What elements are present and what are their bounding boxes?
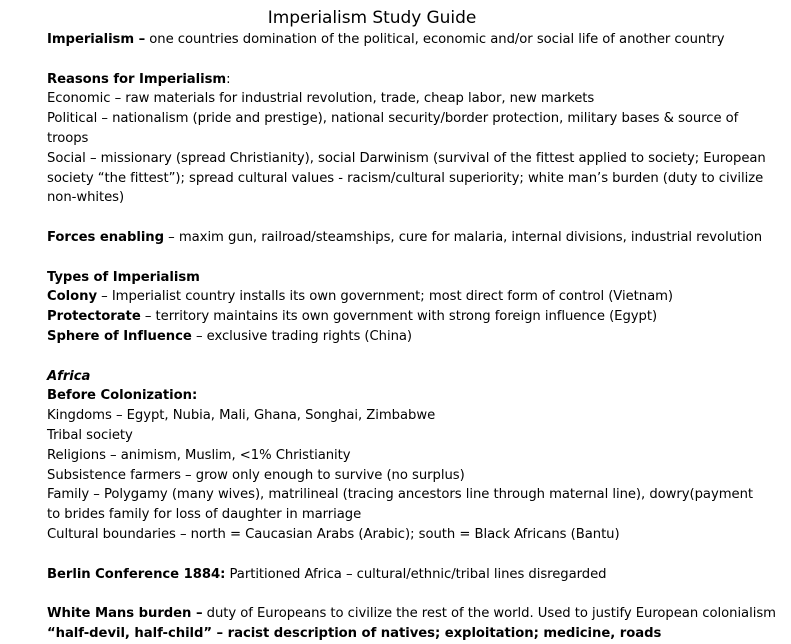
berlin-text: Partitioned Africa – cultural/ethnic/tribal lines disregarded: [225, 566, 607, 582]
spacer: [47, 208, 791, 228]
africa-heading: [47, 367, 791, 387]
type-protectorate: [47, 307, 791, 327]
type-colony: [47, 287, 791, 307]
africa-heading-text: Africa: [47, 368, 91, 384]
spacer: [47, 545, 791, 565]
forces-term: Forces enabling: [47, 229, 165, 245]
berlin-conference: [47, 565, 791, 585]
protectorate-text: – territory maintains its own government with strong foreign influence (Egypt): [140, 309, 658, 325]
colony-text: – Imperialist country installs its own government; most direct form of control (Vietnam): [97, 289, 674, 305]
imperialism-definition: [47, 30, 791, 50]
wmb-term: White Mans burden –: [47, 606, 203, 622]
reason-political: Political – nationalism (pride and prestige), national security/border protection, military bases & source of troops: [47, 111, 739, 146]
forces-text: – maxim gun, railroad/steamships, cure for malaria, internal divisions, industrial revolution: [164, 229, 763, 245]
spacer: [47, 248, 791, 268]
sphere-term: Sphere of Influence: [47, 328, 192, 344]
cutoff-line: [47, 624, 791, 641]
sphere-text: – exclusive trading rights (China): [191, 328, 413, 344]
protectorate-term: Protectorate: [47, 309, 141, 325]
before-colonization: [47, 386, 791, 406]
reasons-heading: Reasons for Imperialism: [47, 71, 227, 87]
imperialism-text: one countries domination of the political, economic and/or social life of another country: [145, 32, 725, 47]
africa-family: Family – Polygamy (many wives), matrilineal (tracing ancestors line through maternal line), dowry(payment to brides family for loss of daughter in marriage: [47, 487, 754, 523]
types-heading-text: Types of Imperialism: [47, 269, 200, 285]
white-mans-burden: [47, 604, 791, 624]
forces-enabling: [47, 228, 791, 248]
study-guide-page: [47, 6, 791, 641]
africa-subsistence: Subsistence farmers – grow only enough to survive (no surplus): [47, 467, 465, 483]
berlin-term: Berlin Conference 1884:: [47, 566, 226, 582]
africa-tribal: Tribal society: [47, 427, 133, 443]
wmb-text: duty of Europeans to civilize the rest of the world. Used to justify European colonialism: [202, 606, 776, 622]
spacer: [47, 347, 791, 367]
spacer: [47, 50, 791, 70]
types-heading: [47, 268, 791, 288]
africa-kingdoms: Kingdoms – Egypt, Nubia, Mali, Ghana, Songhai, Zimbabwe: [47, 408, 436, 424]
reasons-colon: :: [226, 71, 231, 87]
reason-social: Social – missionary (spread Christianity), social Darwinism (survival of the fittest applied to society; European society “the fittest”); spread cultural values - racism/cultural superiority; white man’s burden (duty to civilize non-whites): [47, 150, 766, 206]
before-colonization-text: Before Colonization:: [47, 388, 198, 404]
imperialism-term: Imperialism –: [47, 32, 146, 47]
type-sphere: [47, 327, 791, 347]
page-title: Imperialism Study Guide: [267, 8, 477, 28]
spacer: [47, 584, 791, 604]
africa-cultural: Cultural boundaries – north = Caucasian Arabs (Arabic); south = Black Africans (Bantu): [47, 526, 620, 542]
colony-term: Colony: [47, 289, 98, 305]
africa-religions: Religions – animism, Muslim, <1% Christianity: [47, 447, 351, 463]
reasons-heading-line: [47, 70, 791, 90]
cutoff-text: “half-devil, half-child” – racist description of natives; exploitation; medicine, roads: [47, 625, 662, 641]
reason-economic: Economic – raw materials for industrial revolution, trade, cheap labor, new markets: [47, 91, 595, 107]
